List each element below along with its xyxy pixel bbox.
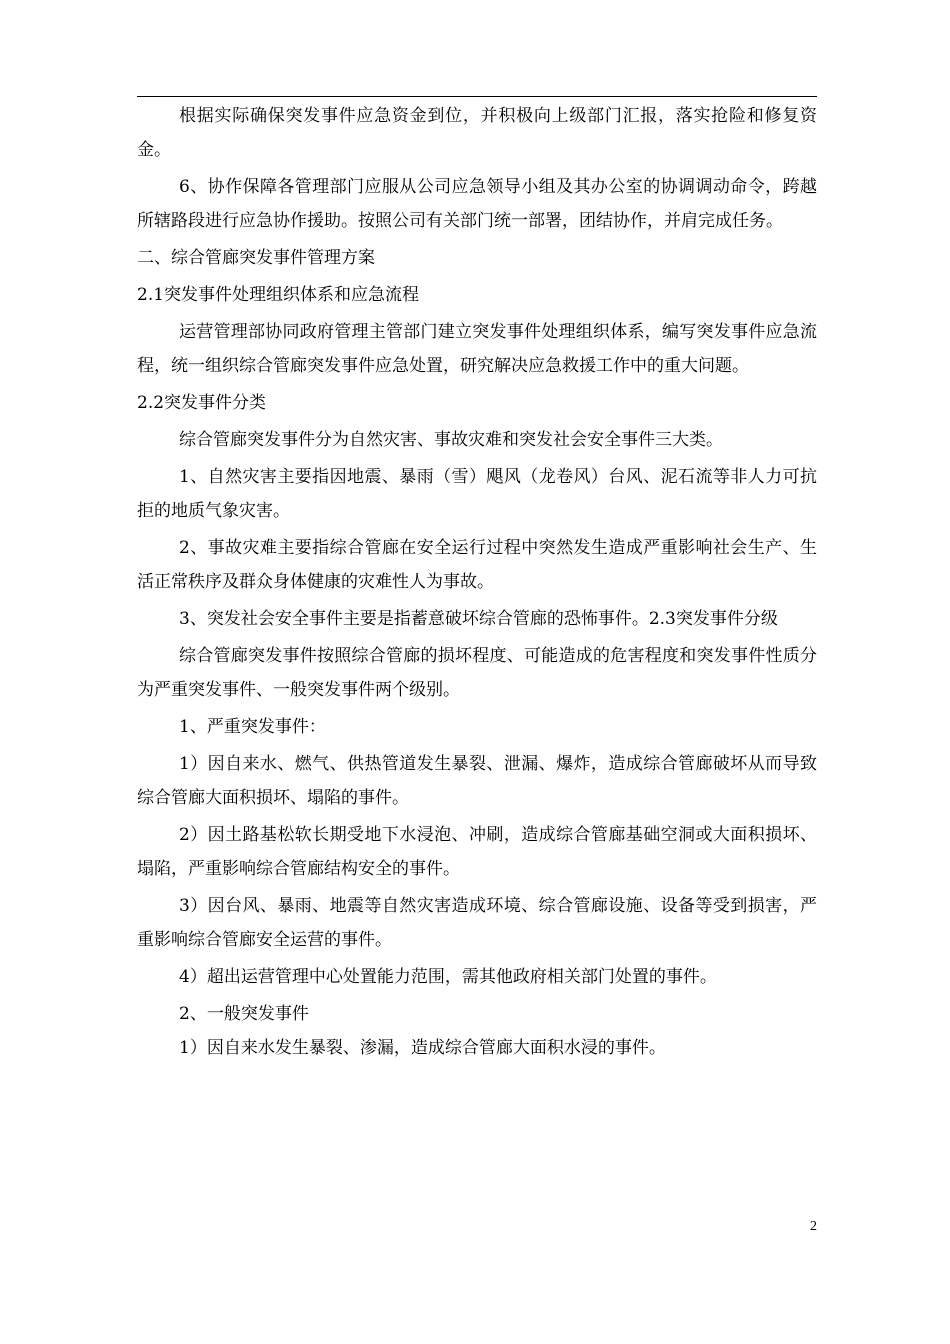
list-item-severe-1: 1）因自来水、燃气、供热管道发生暴裂、泄漏、爆炸，造成综合管廊破坏从而导致综合管廊大面积损坏、塌陷的事件。: [137, 754, 817, 808]
page-number: 2: [810, 1219, 817, 1234]
list-item-general-1: 1）因自来水发生暴裂、渗漏，造成综合管廊大面积水浸的事件。: [179, 1038, 666, 1058]
paragraph-organization-system: 运营管理部协同政府管理主管部门建立突发事件处理组织体系，编写突发事件应急流程，统一组织综合管廊突发事件应急处置，研究解决应急救援工作中的重大问题。: [137, 322, 817, 376]
list-item-social-security: 3、突发社会安全事件主要是指蓄意破坏综合管廊的恐怖事件。2.3突发事件分级: [179, 609, 778, 629]
list-item-accident: 2、事故灾难主要指综合管廊在安全运行过程中突然发生造成严重影响社会生产、生活正常秩序及群众身体健康的灾难性人为事故。: [137, 538, 817, 592]
header-rule: [137, 96, 817, 97]
list-item-severe-2: 2）因土路基松软长期受地下水浸泡、冲刷，造成综合管廊基础空洞或大面积损坏、塌陷，严重影响综合管廊结构安全的事件。: [137, 825, 817, 879]
subsection-heading-2-1: 2.1突发事件处理组织体系和应急流程: [137, 285, 420, 305]
document-body: [137, 99, 817, 1065]
subsection-heading-2-2: 2.2突发事件分类: [137, 393, 267, 413]
paragraph-coordination: 6、协作保障各管理部门应服从公司应急领导小组及其办公室的协调调动命令，跨越所辖路段进行应急协作援助。按照公司有关部门统一部署，团结协作，并肩完成任务。: [137, 177, 817, 231]
section-heading-management-plan: 二、综合管廊突发事件管理方案: [137, 248, 375, 268]
paragraph-emergency-funds: 根据实际确保突发事件应急资金到位，并积极向上级部门汇报，落实抢险和修复资金。: [137, 106, 817, 160]
list-heading-general-events: 2、一般突发事件: [179, 1004, 309, 1024]
list-item-natural-disaster: 1、自然灾害主要指因地震、暴雨（雪）飓风（龙卷风）台风、泥石流等非人力可抗拒的地质气象灾害。: [137, 467, 817, 521]
paragraph-event-grading: 综合管廊突发事件按照综合管廊的损坏程度、可能造成的危害程度和突发事件性质分为严重突发事件、一般突发事件两个级别。: [137, 646, 817, 700]
list-item-severe-3: 3）因台风、暴雨、地震等自然灾害造成环境、综合管廊设施、设备等受到损害，严重影响综合管廊安全运营的事件。: [137, 896, 817, 950]
list-heading-severe-events: 1、严重突发事件：: [179, 717, 326, 737]
paragraph-event-categories: 综合管廊突发事件分为自然灾害、事故灾难和突发社会安全事件三大类。: [179, 430, 723, 450]
list-item-severe-4: 4）超出运营管理中心处置能力范围，需其他政府相关部门处置的事件。: [179, 967, 717, 987]
